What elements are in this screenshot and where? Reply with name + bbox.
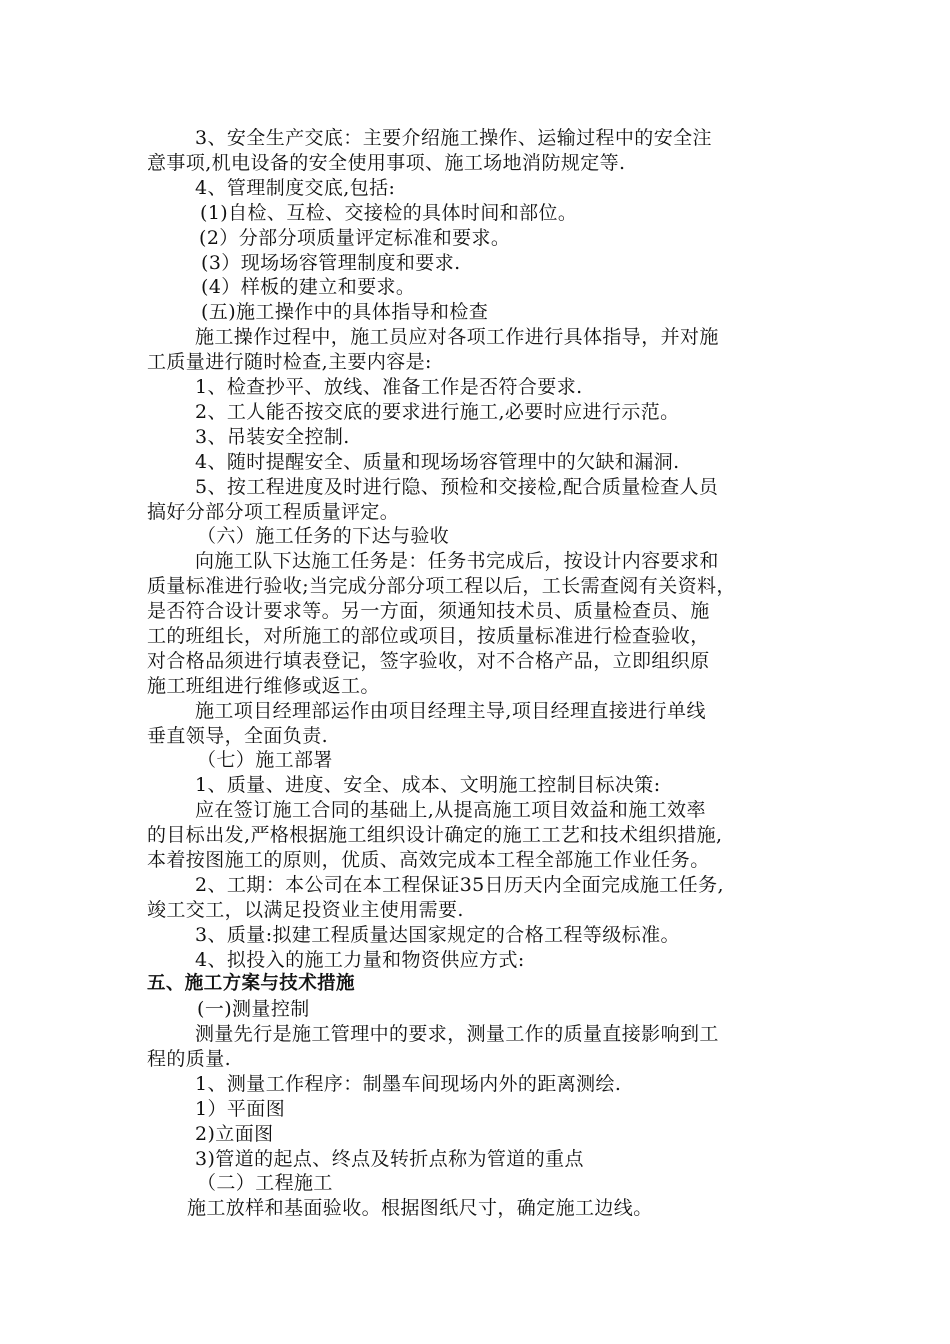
- body-line: 程的质量.: [147, 1048, 232, 1070]
- body-line: 意事项,机电设备的安全使用事项、施工场地消防规定等.: [147, 152, 626, 174]
- body-line: 4、拟投入的施工力量和物资供应方式:: [195, 949, 525, 971]
- body-line: 本着按图施工的原则，优质、高效完成本工程全部施工作业任务。: [147, 849, 710, 871]
- body-line: 3、安全生产交底：主要介绍施工操作、运输过程中的安全注: [195, 127, 712, 149]
- body-line: 施工班组进行维修或返工。: [147, 675, 380, 697]
- section-subheading: (一)测量控制: [197, 998, 310, 1020]
- body-line: 4、随时提醒安全、质量和现场场容管理中的欠缺和漏洞.: [195, 451, 680, 473]
- body-line: 搞好分部分项工程质量评定。: [147, 501, 400, 523]
- body-line: 垂直领导，全面负责.: [147, 725, 329, 747]
- section-subheading: （六）施工任务的下达与验收: [197, 525, 450, 547]
- body-line: 1、质量、进度、安全、成本、文明施工控制目标决策:: [195, 774, 661, 796]
- section-subheading: （二）工程施工: [197, 1172, 333, 1194]
- body-line: 是否符合设计要求等。另一方面，须通知技术员、质量检查员、施: [147, 600, 710, 622]
- section-subheading: (五)施工操作中的具体指导和检查: [201, 301, 489, 323]
- body-line: 对合格品须进行填表登记，签字验收，对不合格产品，立即组织原: [147, 650, 710, 672]
- body-line: 3、吊装安全控制.: [195, 426, 350, 448]
- body-line: (4）样板的建立和要求。: [201, 276, 416, 298]
- section-heading: 五、施工方案与技术措施: [147, 973, 355, 994]
- body-line: 3)管道的起点、终点及转折点称为管道的重点: [195, 1148, 584, 1170]
- body-line: 向施工队下达施工任务是：任务书完成后，按设计内容要求和: [195, 550, 719, 572]
- body-line: 5、按工程进度及时进行隐、预检和交接检,配合质量检查人员: [195, 476, 719, 498]
- body-line: 应在签订施工合同的基础上,从提高施工项目效益和施工效率: [195, 799, 706, 821]
- body-line: 施工操作过程中，施工员应对各项工作进行具体指导，并对施: [195, 326, 719, 348]
- body-line: 施工项目经理部运作由项目经理主导,项目经理直接进行单线: [195, 700, 706, 722]
- section-subheading: （七）施工部署: [197, 749, 333, 771]
- body-line: 测量先行是施工管理中的要求，测量工作的质量直接影响到工: [195, 1023, 719, 1045]
- body-line: 工的班组长，对所施工的部位或项目，按质量标准进行检查验收，: [147, 625, 710, 647]
- body-line: (3）现场场容管理制度和要求.: [201, 252, 461, 274]
- body-line: 2、工人能否按交底的要求进行施工,必要时应进行示范。: [195, 401, 680, 423]
- body-line: 1）平面图: [195, 1098, 286, 1120]
- body-line: 的目标出发,严格根据施工组织设计确定的施工工艺和技术组织措施,: [147, 824, 723, 846]
- body-line: 竣工交工，以满足投资业主使用需要.: [147, 899, 464, 921]
- body-line: 施工放样和基面验收。根据图纸尺寸，确定施工边线。: [187, 1197, 653, 1219]
- body-line: (1)自检、互检、交接检的具体时间和部位。: [200, 202, 578, 224]
- body-line: 3、质量:拟建工程质量达国家规定的合格工程等级标准。: [195, 924, 680, 946]
- body-line: 质量标准进行验收;当完成分部分项工程以后，工长需查阅有关资料，: [147, 575, 736, 597]
- body-line: 2)立面图: [195, 1123, 274, 1145]
- body-line: 工质量进行随时检查,主要内容是:: [147, 351, 432, 373]
- body-line: 1、检查抄平、放线、准备工作是否符合要求.: [195, 376, 583, 398]
- body-line: 2、工期：本公司在本工程保证35日历天内全面完成施工任务,: [195, 874, 724, 896]
- body-line: 4、管理制度交底,包括:: [195, 177, 396, 199]
- body-line: 1、测量工作程序：制墨车间现场内外的距离测绘.: [195, 1073, 622, 1095]
- body-line: (2）分部分项质量评定标准和要求。: [199, 227, 511, 249]
